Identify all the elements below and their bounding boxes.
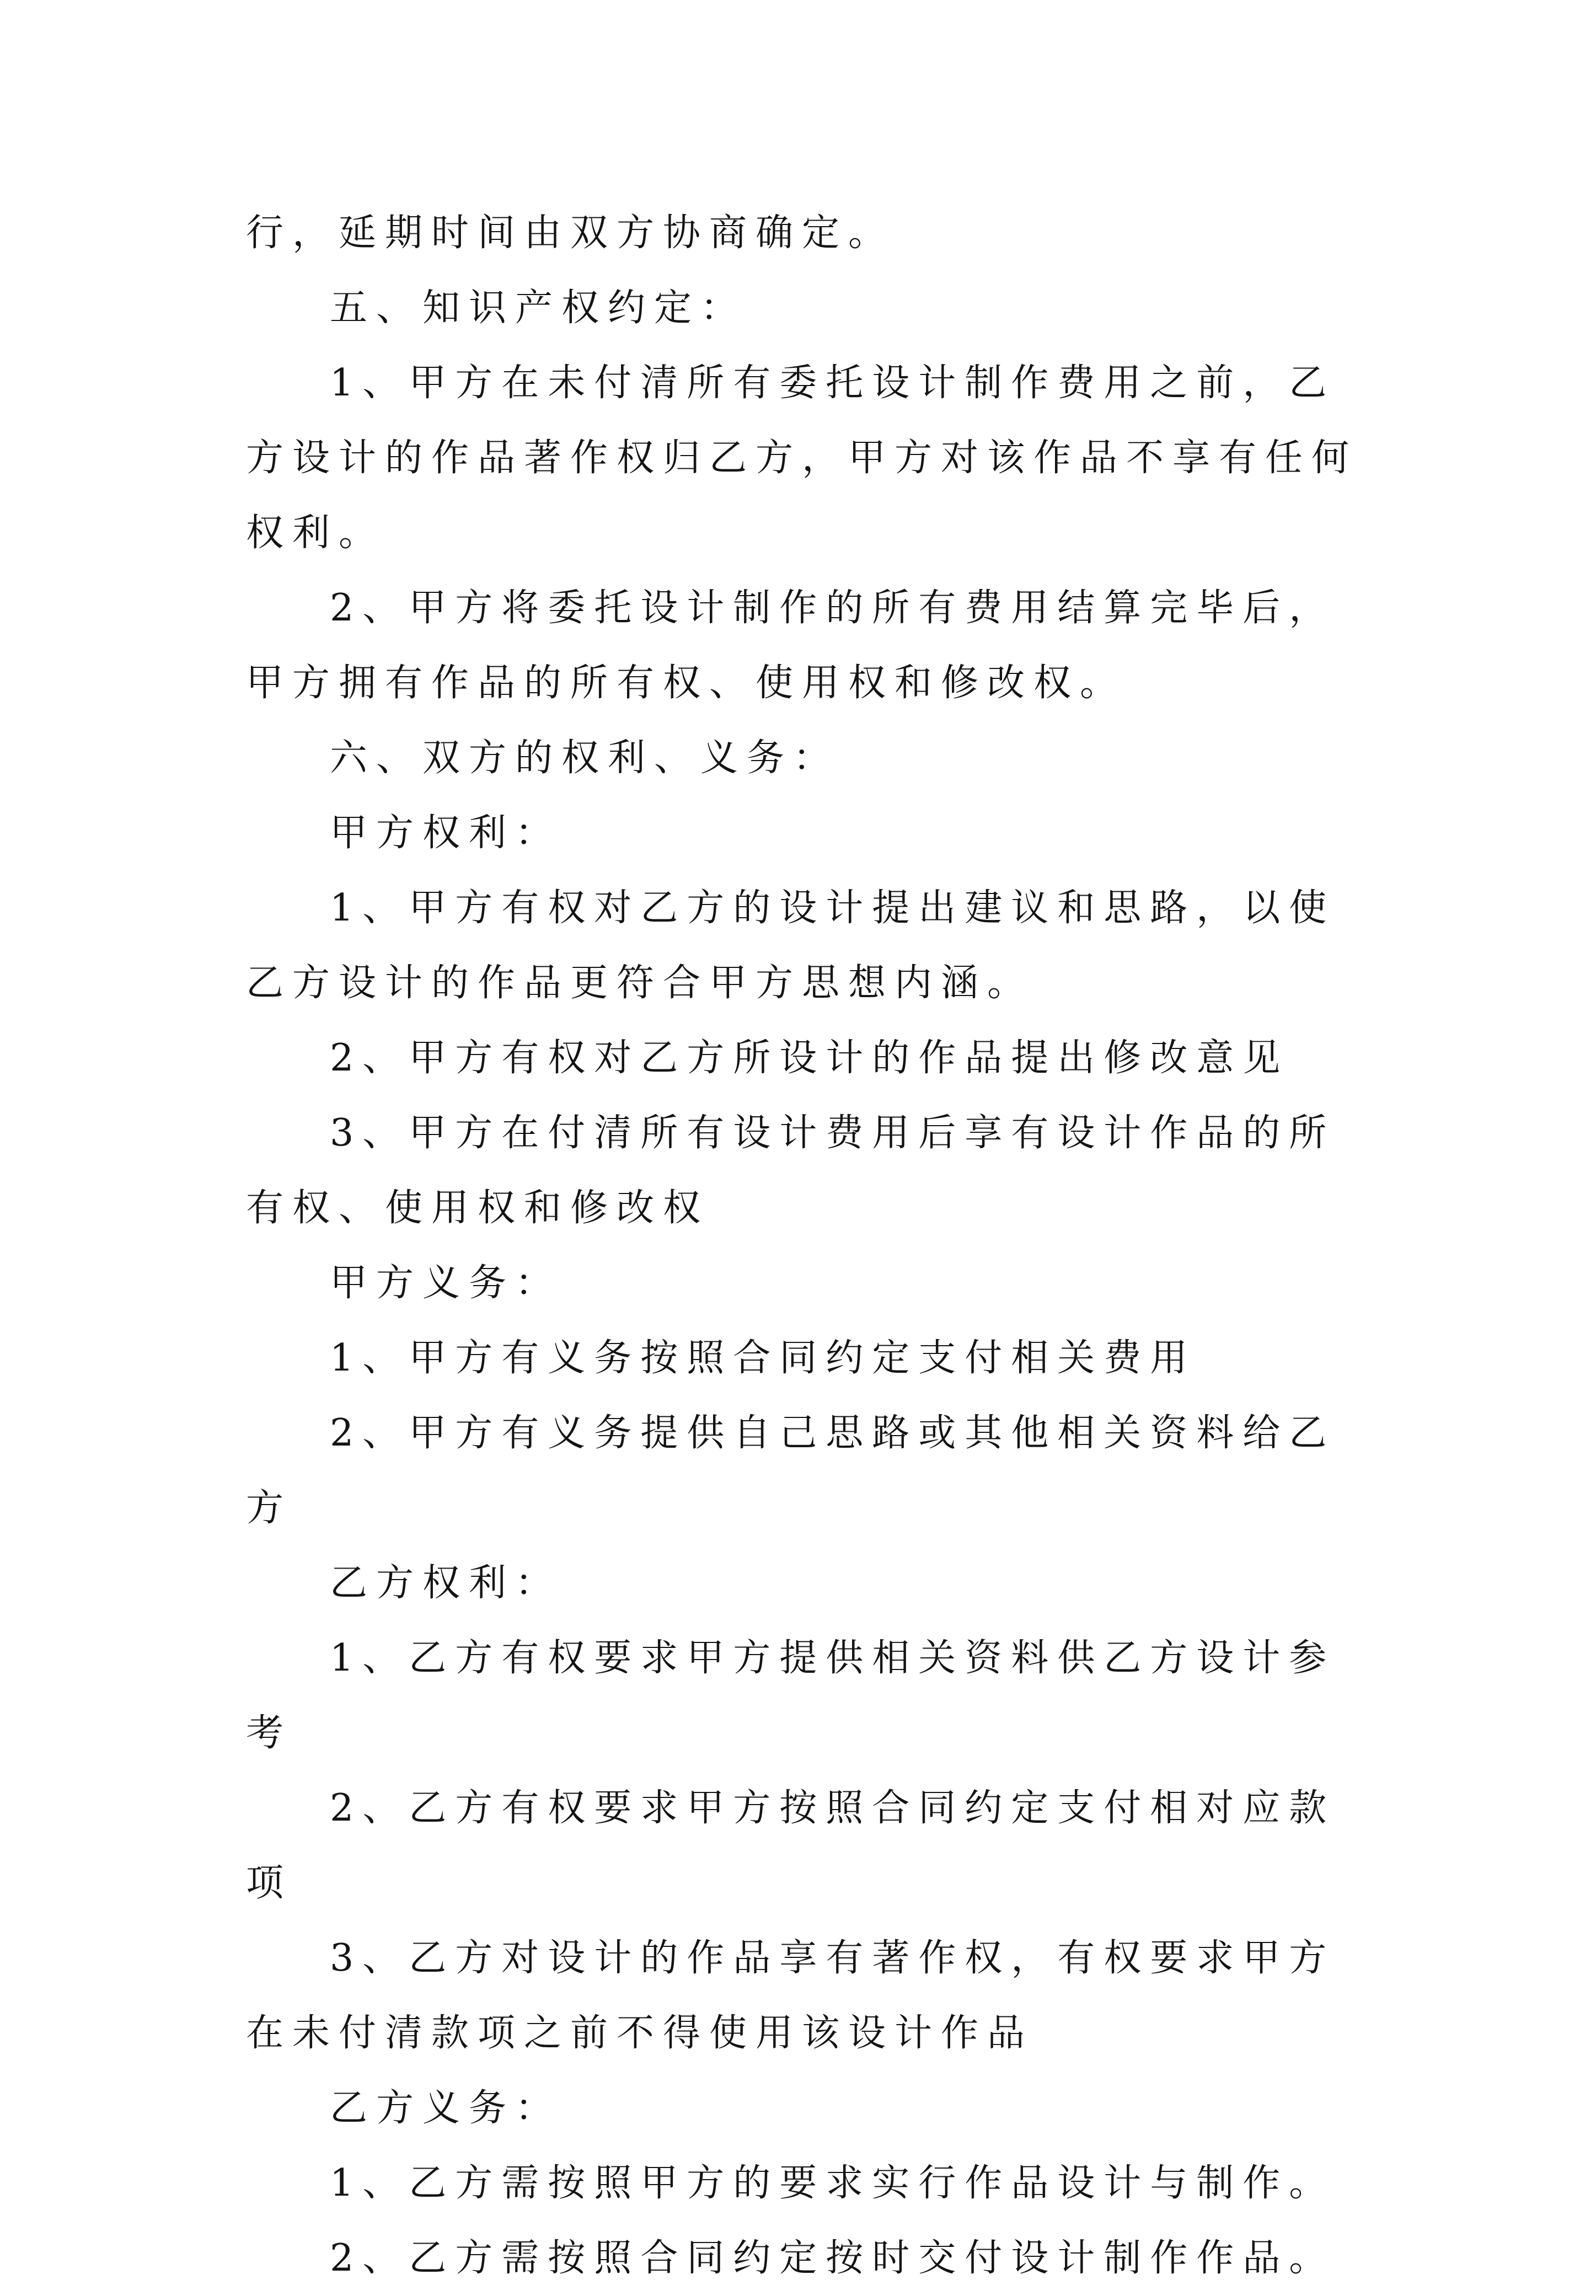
party-a-right-3: 3、甲方在付清所有设计费用后享有设计作品的所有权、使用权和修改权 xyxy=(246,1111,1336,1230)
subheading-party-a-rights: 甲方权利： xyxy=(330,811,562,855)
document-body xyxy=(246,196,1371,2296)
party-b-right-3: 3、乙方对设计的作品享有著作权，有权要求甲方在未付清款项之前不得使用该设计作品 xyxy=(246,1936,1336,2055)
party-a-obligation-1: 1、甲方有义务按照合同约定支付相关费用 xyxy=(330,1336,1197,1380)
subheading-party-b-obligations: 乙方义务： xyxy=(330,2086,562,2130)
party-a-right-1: 1、甲方有权对乙方的设计提出建议和思路，以使乙方设计的作品更符合甲方思想内涵。 xyxy=(246,886,1336,1005)
party-a-right-2: 2、甲方有权对乙方所设计的作品提出修改意见 xyxy=(330,1036,1289,1080)
party-b-right-1: 1、乙方有权要求甲方提供相关资料供乙方设计参考 xyxy=(246,1636,1336,1755)
party-b-obligation-2: 2、乙方需按照合同约定按时交付设计制作作品。 xyxy=(330,2236,1336,2280)
paragraph-continuation: 行，延期时间由双方协商确定。 xyxy=(246,211,895,255)
party-b-obligation-1: 1、乙方需按照甲方的要求实行作品设计与制作。 xyxy=(330,2161,1336,2205)
ip-clause-2: 2、甲方将委托设计制作的所有费用结算完毕后，甲方拥有作品的所有权、使用权和修改权。 xyxy=(246,586,1336,705)
subheading-party-a-obligations: 甲方义务： xyxy=(330,1261,562,1305)
ip-clause-1: 1、甲方在未付清所有委托设计制作费用之前，乙方设计的作品著作权归乙方，甲方对该作品不享有任何权利。 xyxy=(246,361,1358,555)
section-heading-ip: 五、知识产权约定： xyxy=(330,286,747,330)
party-b-right-2: 2、乙方有权要求甲方按照合同约定支付相对应款项 xyxy=(246,1786,1336,1905)
section-heading-rights-obligations: 六、双方的权利、义务： xyxy=(330,736,840,780)
subheading-party-b-rights: 乙方权利： xyxy=(330,1561,562,1605)
party-a-obligation-2: 2、甲方有义务提供自己思路或其他相关资料给乙方 xyxy=(246,1411,1336,1530)
